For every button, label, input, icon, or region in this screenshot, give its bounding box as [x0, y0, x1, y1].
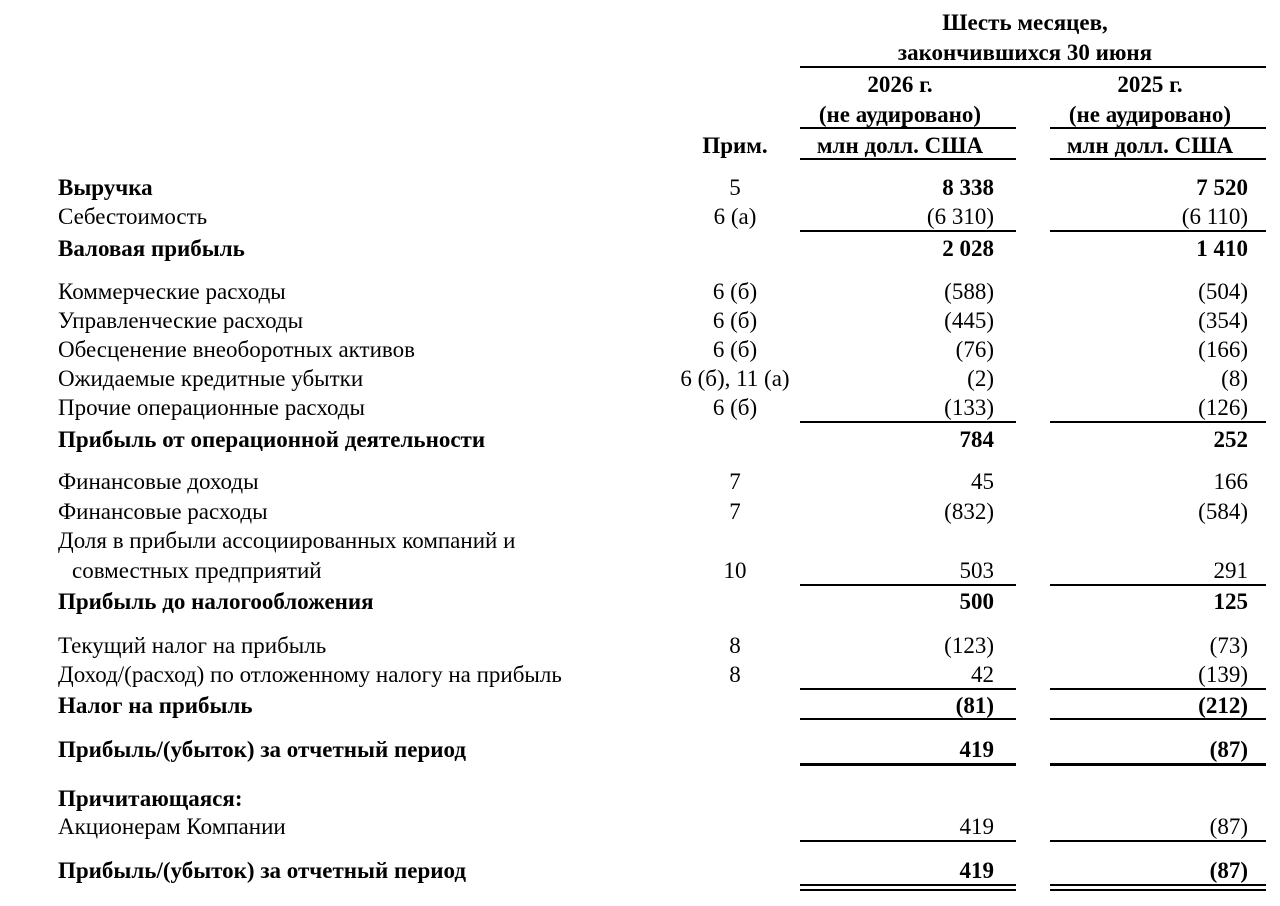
row-value-2026: 503 [959, 558, 994, 583]
row-note: 6 (б) [712, 395, 758, 420]
total-rule [1050, 763, 1266, 766]
row-value-2025: 166 [1213, 469, 1248, 494]
row-value-2026: 419 [959, 814, 994, 839]
row-value-2026: 419 [959, 737, 994, 762]
row-value-2025: (212) [1198, 693, 1248, 718]
subtotal-rule [800, 840, 1016, 842]
row-label: Причитающаяся: [58, 786, 243, 811]
row-note: 5 [729, 175, 741, 200]
row-value-2025: (139) [1198, 662, 1248, 687]
row-value-2026: (588) [944, 279, 994, 304]
col2-audit: (не аудировано) [1068, 102, 1232, 127]
col1-unit: млн долл. США [816, 133, 984, 158]
row-label: Ожидаемые кредитные убытки [58, 366, 364, 391]
row-value-2026: 500 [959, 589, 994, 614]
row-label: Доход/(расход) по отложенному налогу на прибыль [58, 662, 562, 687]
row-label: Выручка [58, 175, 153, 200]
row-value-2025: (87) [1209, 814, 1248, 839]
col1-unit-rule [800, 158, 1016, 160]
row-value-2026: 419 [959, 858, 994, 883]
row-label: Прибыль/(убыток) за отчетный период [58, 858, 466, 883]
double-total-rule-top [800, 884, 1016, 886]
row-label: Прибыль от операционной деятельности [58, 427, 486, 452]
subtotal-rule [1050, 584, 1266, 586]
row-note: 7 [729, 499, 741, 524]
period-heading-line2: закончившихся 30 июня [897, 40, 1153, 65]
row-value-2025: 1 410 [1196, 236, 1248, 261]
row-label: Прибыль до налогообложения [58, 589, 374, 614]
subtotal-rule [800, 688, 1016, 690]
row-value-2025: 291 [1213, 558, 1248, 583]
row-label: Акционерам Компании [58, 814, 286, 839]
double-total-rule-top [1050, 884, 1266, 886]
double-total-rule-bottom [1050, 889, 1266, 891]
row-value-2025: 125 [1213, 589, 1248, 614]
row-note: 6 (б) [712, 337, 758, 362]
period-heading-line1: Шесть месяцев, [942, 10, 1108, 35]
row-value-2025: 7 520 [1196, 175, 1248, 200]
row-note: 8 [729, 662, 741, 687]
row-value-2025: (354) [1198, 308, 1248, 333]
row-note: 6 (б) [712, 279, 758, 304]
row-label: Обесценение внеоборотных активов [58, 337, 415, 362]
subtotal-rule [800, 230, 1016, 232]
col1-audit: (не аудировано) [818, 102, 982, 127]
row-value-2026: (76) [955, 337, 994, 362]
row-value-2026: 45 [971, 469, 994, 494]
row-label: Финансовые доходы [58, 469, 259, 494]
subtotal-rule [800, 718, 1016, 720]
row-note: 10 [723, 558, 747, 583]
subtotal-rule [800, 584, 1016, 586]
col1-audit-rule [800, 127, 1016, 129]
row-value-2025: 252 [1213, 427, 1248, 452]
row-value-2026: 42 [971, 662, 994, 687]
row-label: Финансовые расходы [58, 499, 268, 524]
row-note: 6 (а) [713, 204, 757, 229]
row-value-2026: (81) [955, 693, 994, 718]
row-note: 6 (б), 11 (а) [680, 366, 790, 391]
col2-unit: млн долл. США [1066, 133, 1234, 158]
subtotal-rule [800, 421, 1016, 423]
row-value-2026: (123) [944, 633, 994, 658]
row-value-2026: (2) [967, 366, 994, 391]
row-value-2025: (126) [1198, 395, 1248, 420]
row-note: 6 (б) [712, 308, 758, 333]
subtotal-rule [1050, 421, 1266, 423]
total-rule [800, 763, 1016, 766]
row-value-2025: (166) [1198, 337, 1248, 362]
row-value-2025: (73) [1209, 633, 1248, 658]
col1-year: 2026 г. [867, 72, 933, 97]
row-value-2025: (87) [1209, 737, 1248, 762]
row-value-2025: (584) [1198, 499, 1248, 524]
subtotal-rule [1050, 718, 1266, 720]
row-value-2026: (133) [944, 395, 994, 420]
row-value-2026: (445) [944, 308, 994, 333]
row-value-2026: 8 338 [942, 175, 994, 200]
subtotal-rule [1050, 840, 1266, 842]
row-value-2025: (87) [1209, 858, 1248, 883]
row-note: 7 [729, 469, 741, 494]
row-label: Прибыль/(убыток) за отчетный период [58, 737, 466, 762]
row-label: Коммерческие расходы [58, 279, 286, 304]
row-label: совместных предприятий [72, 558, 322, 583]
row-label: Доля в прибыли ассоциированных компаний и [58, 528, 516, 553]
col2-audit-rule [1050, 127, 1266, 129]
col2-year: 2025 г. [1117, 72, 1183, 97]
row-value-2025: (504) [1198, 279, 1248, 304]
note-column-header: Прим. [702, 133, 768, 158]
row-value-2025: (6 110) [1181, 204, 1248, 229]
row-label: Прочие операционные расходы [58, 395, 365, 420]
header-rule [800, 66, 1266, 68]
row-label: Управленческие расходы [58, 308, 304, 333]
row-value-2026: (6 310) [926, 204, 994, 229]
subtotal-rule [1050, 688, 1266, 690]
double-total-rule-bottom [800, 889, 1016, 891]
row-value-2026: (832) [944, 499, 994, 524]
row-label: Текущий налог на прибыль [58, 633, 327, 658]
row-note: 8 [729, 633, 741, 658]
row-label: Налог на прибыль [58, 693, 253, 718]
row-value-2026: 784 [959, 427, 994, 452]
row-value-2025: (8) [1221, 366, 1248, 391]
subtotal-rule [1050, 230, 1266, 232]
row-value-2026: 2 028 [942, 236, 994, 261]
row-label: Себестоимость [58, 204, 208, 229]
row-label: Валовая прибыль [58, 236, 245, 261]
col2-unit-rule [1050, 158, 1266, 160]
